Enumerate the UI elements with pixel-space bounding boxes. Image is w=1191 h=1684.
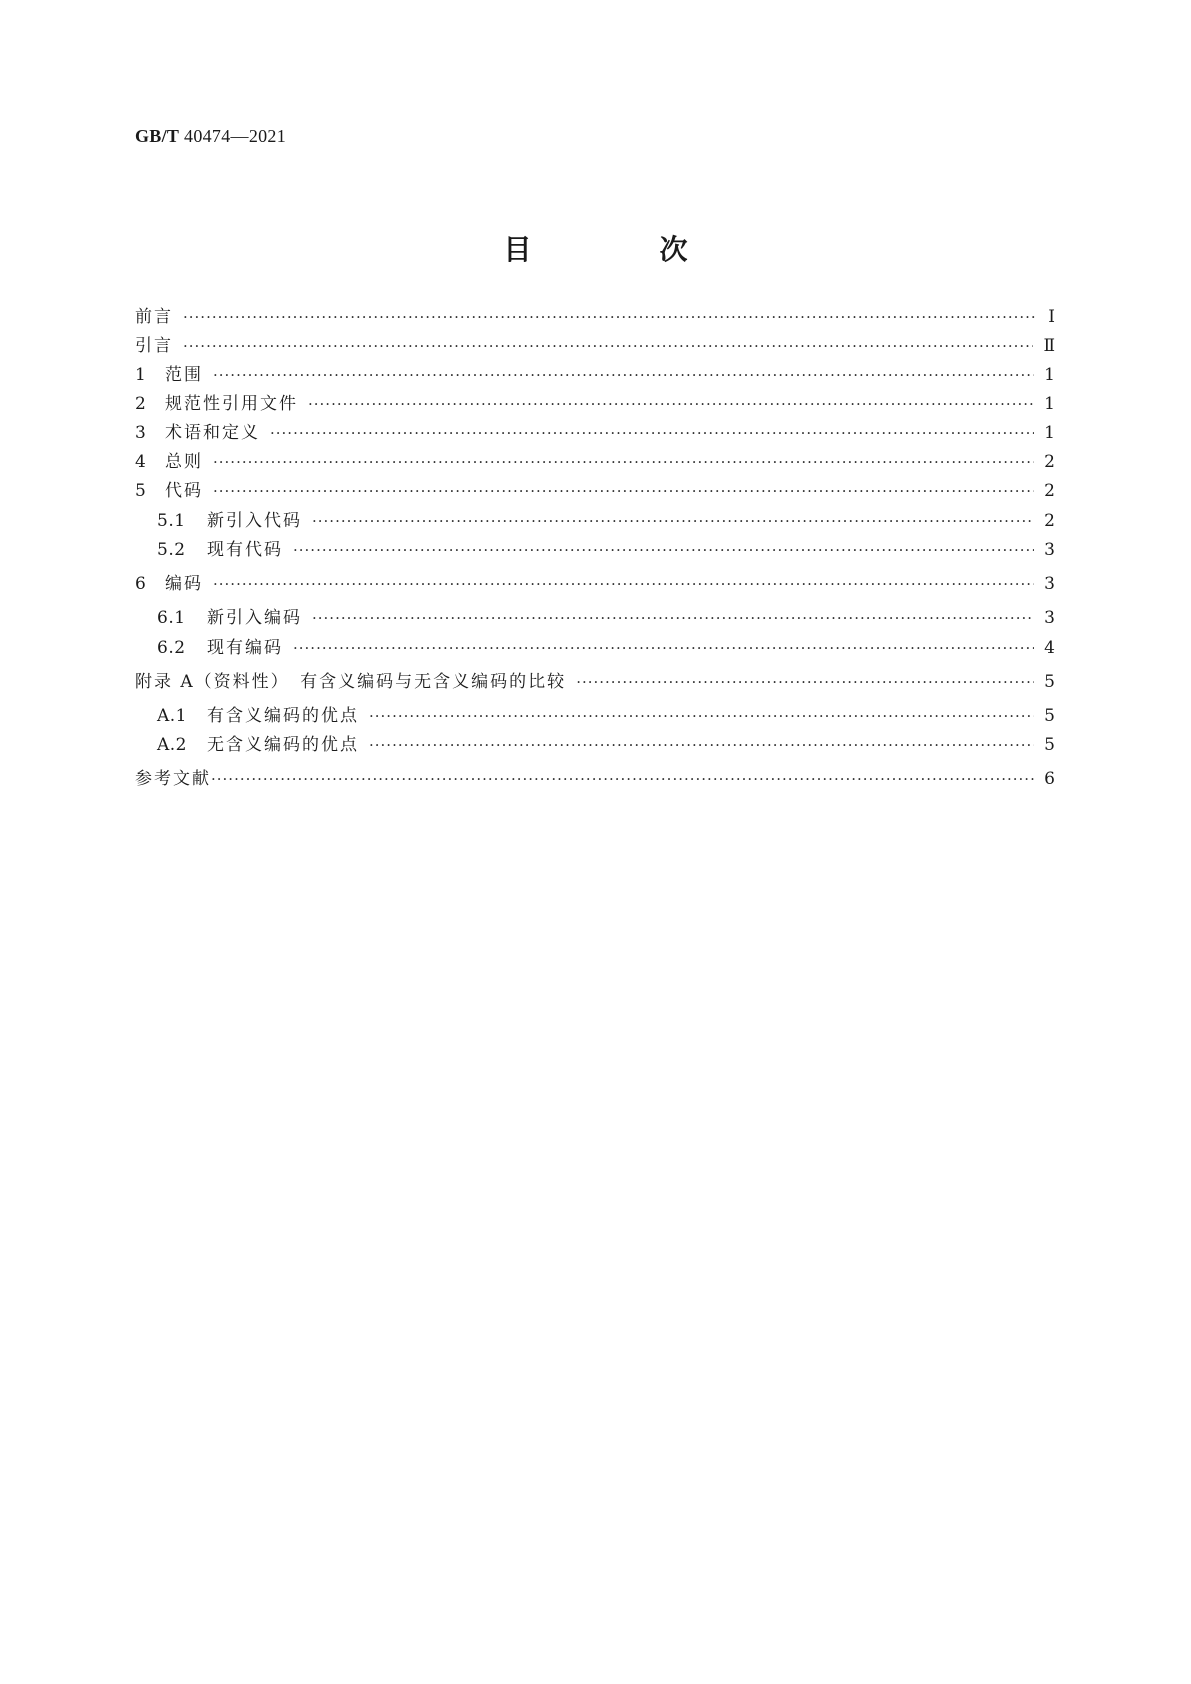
toc-entry-page: 5 [1044, 672, 1055, 692]
toc-leader-dots [293, 635, 1034, 661]
toc-leader-dots [213, 449, 1034, 475]
toc-entry-page: 2 [1044, 511, 1055, 531]
toc-leader-dots [308, 391, 1034, 417]
toc-entry-page: 3 [1044, 574, 1055, 594]
toc-entry-5[interactable] [135, 478, 1055, 504]
toc-entry-page: 5 [1044, 735, 1055, 755]
toc-entry-title: 现有编码 [207, 638, 283, 658]
toc-entry-appendix-a[interactable] [135, 669, 1055, 695]
toc-entry-title: 引言 [135, 336, 173, 356]
toc-entry-1[interactable] [135, 362, 1055, 388]
toc-leader-dots [293, 537, 1034, 563]
toc-entry-number: A.2 [157, 735, 187, 755]
toc-entry-number: 5.2 [157, 540, 186, 560]
toc-entry-foreword[interactable] [135, 304, 1055, 330]
toc-entry-page: 6 [1044, 769, 1055, 789]
toc-entry-page: 3 [1044, 608, 1055, 628]
toc-entry-5-2[interactable] [135, 537, 1055, 563]
toc-entry-page: Ⅰ [1048, 307, 1055, 327]
toc-entry-4[interactable] [135, 449, 1055, 475]
toc-entry-page: 4 [1044, 638, 1055, 658]
toc-entry-number: 3 [135, 423, 147, 443]
toc-entry-6-1[interactable] [135, 605, 1055, 631]
toc-entry-5-1[interactable] [135, 508, 1055, 534]
toc-entry-number: A.1 [157, 706, 187, 726]
toc-entry-title: 规范性引用文件 [165, 394, 298, 414]
toc-entry-6-2[interactable] [135, 635, 1055, 661]
toc-entry-introduction[interactable] [135, 333, 1055, 359]
document-code-prefix: GB/T [135, 126, 180, 146]
toc-entry-title: 参考文献 [135, 769, 211, 789]
toc-entry-2[interactable] [135, 391, 1055, 417]
toc-leader-dots [213, 571, 1034, 597]
toc-entry-title: 有含义编码的优点 [207, 706, 359, 726]
toc-leader-dots [312, 508, 1034, 534]
toc-entry-title: 范围 [165, 365, 203, 385]
toc-entry-page: 1 [1044, 365, 1055, 385]
toc-entry-title: 附录 A（资料性） 有含义编码与无含义编码的比较 [135, 672, 567, 692]
toc-entry-6[interactable] [135, 571, 1055, 597]
toc-entry-page: 1 [1044, 394, 1055, 414]
toc-leader-dots [312, 605, 1034, 631]
toc-entry-number: 6.2 [157, 638, 186, 658]
toc-entry-page: 1 [1044, 423, 1055, 443]
toc-entry-number: 4 [135, 452, 147, 472]
toc-leader-dots [270, 420, 1034, 446]
toc-entry-page: 2 [1044, 452, 1055, 472]
toc-entry-title: 编码 [165, 574, 203, 594]
toc-entry-title: 新引入编码 [207, 608, 302, 628]
toc-entry-title: 代码 [165, 481, 203, 501]
toc-leader-dots [213, 362, 1034, 388]
toc-entry-number: 5.1 [157, 511, 186, 531]
toc-entry-title: 术语和定义 [165, 423, 260, 443]
toc-leader-dots [183, 304, 1035, 330]
toc-leader-dots [213, 478, 1034, 504]
toc-entry-title: 前言 [135, 307, 173, 327]
toc-entry-title: 新引入代码 [207, 511, 302, 531]
toc-entry-number: 6 [135, 574, 147, 594]
toc-leader-dots [183, 333, 1033, 359]
toc-entry-number: 2 [135, 394, 147, 414]
toc-entry-title: 现有代码 [207, 540, 283, 560]
toc-entry-page: Ⅱ [1043, 336, 1055, 356]
toc-leader-dots [576, 669, 1034, 695]
toc-entry-page: 2 [1044, 481, 1055, 501]
document-code-number: 40474—2021 [184, 126, 287, 146]
toc-leader-dots [369, 732, 1034, 758]
toc-entry-number: 1 [135, 365, 147, 385]
toc-entry-a-2[interactable] [135, 732, 1055, 758]
document-code [135, 126, 286, 147]
toc-entry-3[interactable] [135, 420, 1055, 446]
toc-entry-bibliography[interactable] [135, 766, 1055, 792]
toc-entry-title: 无含义编码的优点 [207, 735, 359, 755]
toc-entry-page: 5 [1044, 706, 1055, 726]
toc-entry-page: 3 [1044, 540, 1055, 560]
toc-leader-dots [211, 766, 1034, 792]
toc-entry-a-1[interactable] [135, 703, 1055, 729]
toc-heading: 目 次 [503, 233, 738, 266]
toc-entry-number: 6.1 [157, 608, 186, 628]
toc-entry-number: 5 [135, 481, 147, 501]
toc-entry-title: 总则 [165, 452, 203, 472]
toc-leader-dots [369, 703, 1034, 729]
